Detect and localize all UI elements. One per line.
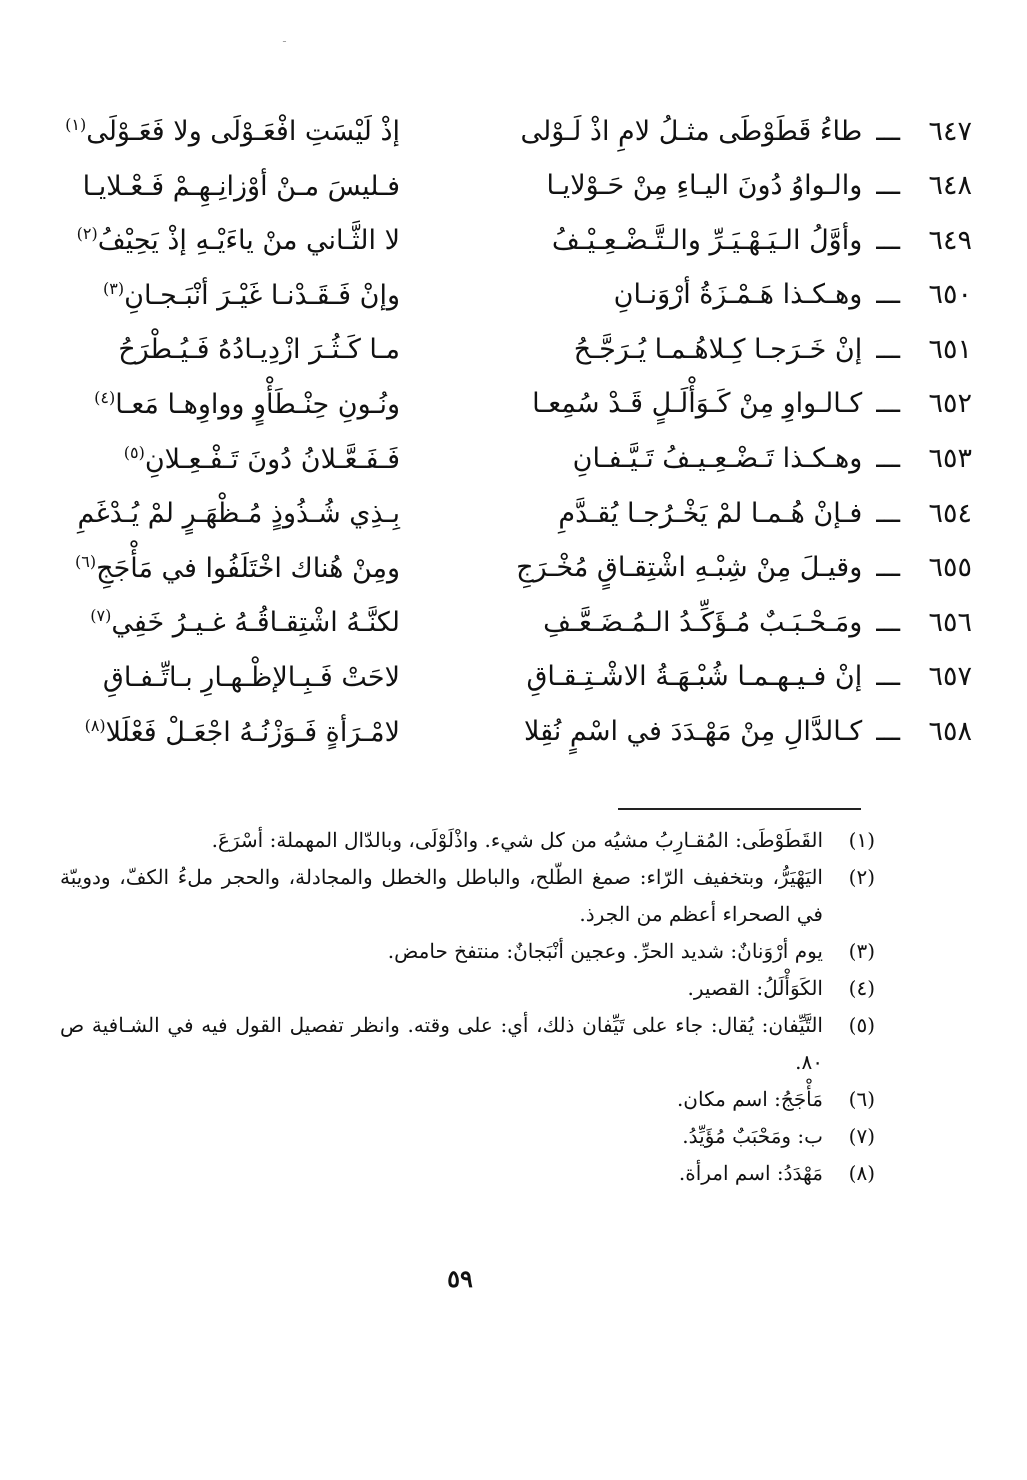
second-hemistich-text: إذْ لَيْسَتِ افْعَـوْلَى ولا فَعَـوْلَى [86, 116, 400, 147]
verse-number: ٦٥١ [928, 333, 972, 365]
verse-number: ٦٤٨ [928, 170, 972, 202]
verse-dash: ـــ [876, 716, 900, 748]
verse-dash: ـــ [876, 115, 900, 147]
second-hemistich [60, 268, 400, 322]
footnote-text: القَطَوْطَى: المُقـارِبُ مشيُه من كل شيء. واذْلَوْلَى، وبالدّال المهملة: أسْرَعَ. [211, 828, 823, 852]
first-hemistich-text: وقيـلَ مِنْ شِبْـهِ اشْتِقـاقٍ مُخْـرَجِ [516, 552, 863, 584]
footnote-number: (٣) [848, 939, 875, 963]
footnote-ref: (٥) [123, 442, 145, 462]
footnote-text: اليَهْيَرُّ، وبتخفيف الرّاء: صمغ الطّلح، والباطل والخطل والمجادلة، والحجر ملءُ الكفّ، ودويبّة في الصحراء أعظم من الجرذ. [60, 865, 823, 926]
second-hemistich [60, 705, 400, 759]
footnote-item [60, 1118, 875, 1155]
footnote-number: (٦) [848, 1087, 875, 1111]
first-hemistich [540, 213, 972, 267]
second-hemistich [60, 650, 400, 704]
footnotes [60, 822, 875, 1192]
first-hemistich-text: ومَـحْـبَـبٌ مُـؤَكِّـدُ الـمُـضَـعَّـفِ [543, 606, 863, 638]
footnote-ref: (٢) [76, 224, 98, 244]
verse-row [60, 432, 972, 487]
footnote-ref: (٨) [84, 715, 106, 735]
verse-number: ٦٥٧ [928, 661, 972, 693]
first-hemistich [532, 377, 972, 431]
footnote-number: (٨) [848, 1161, 875, 1185]
footnote-item [60, 1155, 875, 1192]
first-hemistich-text: طاءُ قَطَوْطَى مثـلُ لامِ اذْ لَـوْلى [520, 115, 863, 147]
verse-dash: ـــ [876, 497, 900, 529]
first-hemistich-text: كـالـواوِ مِنْ كَـوَأْلَـلٍ قَـدْ سُمِعـا [532, 388, 863, 420]
first-hemistich-text: وهـكـذا هَـمْـزَةُ أرْوَنـانِ [613, 279, 863, 311]
second-hemistich-text: لامْـرَأةٍ فَـوَزْنُـهُ اجْعَـلْ فَعْلَلا [105, 716, 400, 748]
page-number: ٥٩ [447, 1264, 473, 1293]
footnote-item [60, 1007, 875, 1081]
verse-dash: ـــ [876, 224, 900, 256]
second-hemistich-text: ومِنْ هُناك اخْتَلَفُوا في مَأْجَجِ [96, 552, 400, 584]
second-hemistich-text: لكنَّـهُ اشْتِقـاقُـهُ غـيـرُ خَفِي [111, 607, 400, 639]
second-hemistich-text: لاحَتْ فَـبِـالإظْـهـارِ بـاتِّـفـاقِ [102, 661, 400, 693]
second-hemistich [60, 541, 400, 595]
second-hemistich-text: مـا كَـثُـرَ ازْدِيـادُهُ فَـيُـطْرَحُ [118, 334, 400, 366]
verse-dash: ـــ [876, 443, 900, 475]
verse-row [60, 650, 972, 705]
verse-row [60, 322, 972, 377]
footnote-text: ب: ومَحْبَبٌ مُؤَيِّدُ. [682, 1124, 823, 1148]
footnote-item [60, 970, 875, 1007]
second-hemistich-text: بِـذِي شُـذُوذٍ مُـظْهَـرٍ لمْ يُـدْغَمِ [77, 498, 400, 530]
verse-number: ٦٤٩ [928, 224, 972, 256]
first-hemistich-text: وهـكـذا تَـضْـعِـيـفُ تَـيَّـفـانِ [572, 443, 863, 475]
scan-speck: ـ [283, 34, 286, 45]
first-hemistich-text: وأوَّلُ الـيَـهْـيَـرِّ والـتَّـضْـعِـيْـفُ [551, 224, 863, 256]
footnote-text: مَهْدَدُ: اسم امرأة. [678, 1161, 823, 1185]
footnote-number: (٢) [848, 865, 875, 889]
first-hemistich [520, 104, 972, 158]
verse-dash: ـــ [876, 552, 900, 584]
verse-row [60, 541, 972, 596]
first-hemistich [516, 541, 972, 595]
verse-row [60, 268, 972, 323]
first-hemistich [524, 705, 972, 759]
verse-row [60, 213, 972, 268]
footnote-number: (٤) [848, 976, 875, 1000]
second-hemistich [60, 322, 400, 376]
second-hemistich-text: فَـفَـعَّـلانُ دُونَ تَـفْـعِـلانِ [144, 443, 400, 475]
verse-row [60, 486, 972, 541]
verse-number: ٦٤٧ [928, 115, 972, 147]
verse-dash: ـــ [876, 279, 900, 311]
verse-row [60, 705, 972, 760]
footnote-item [60, 1081, 875, 1118]
verse-row [60, 159, 972, 214]
first-hemistich [540, 486, 972, 540]
footnote-separator [618, 808, 861, 810]
footnote-number: (١) [848, 828, 875, 852]
verse-number: ٦٥٢ [928, 388, 972, 420]
footnote-item [60, 933, 875, 970]
footnote-number: (٥) [848, 1013, 875, 1037]
first-hemistich [540, 159, 972, 213]
verse-row [60, 104, 972, 159]
footnote-ref: (٤) [94, 387, 116, 407]
verse-dash: ـــ [876, 606, 900, 638]
verse-number: ٦٥٨ [928, 716, 972, 748]
second-hemistich [60, 104, 400, 158]
first-hemistich-text: إنْ خَـرَجـا كِـلاهُـمـا يُـرَجَّـحُ [573, 333, 863, 365]
footnote-item [60, 859, 875, 933]
footnote-text: التَّيِّفان: يُقال: جاء على تَيِّفان ذلك، أي: على وقته. وانظر تفصيل القول فيه في الشـافية ص ٨٠. [60, 1013, 823, 1074]
first-hemistich [526, 650, 972, 704]
footnote-ref: (٣) [103, 278, 125, 298]
second-hemistich [60, 159, 400, 213]
verse-list [60, 104, 972, 759]
footnote-item [60, 822, 875, 859]
second-hemistich [60, 213, 400, 267]
second-hemistich [60, 377, 400, 431]
first-hemistich-text: فـإنْ هُـمـا لمْ يَخْـرُجـا يُقـدَّمِ [558, 497, 863, 529]
first-hemistich [540, 268, 972, 322]
footnote-text: يوم أرْوَنانٌ: شديد الحرِّ. وعجين أنْبَجانٌ: منتفخ حامض. [387, 939, 823, 963]
verse-dash: ـــ [876, 170, 900, 202]
second-hemistich-text: لا الثَّـاني منْ ياءَيْـهِ إذْ يَحِيْفُ [97, 225, 400, 257]
verse-number: ٦٥٣ [928, 443, 972, 475]
verse-dash: ـــ [876, 661, 900, 693]
second-hemistich [60, 486, 400, 540]
first-hemistich [540, 322, 972, 376]
first-hemistich-text: كـالدَّالِ مِنْ مَهْـدَدَ في اسْمٍ نُقِلا [524, 716, 863, 748]
verse-row [60, 595, 972, 650]
verse-dash: ـــ [876, 333, 900, 365]
first-hemistich [540, 432, 972, 486]
second-hemistich-text: فـليسَ مـنْ أوْزانِـهِـمْ فَـعْـلايـا [82, 170, 400, 202]
verse-number: ٦٥٦ [928, 606, 972, 638]
second-hemistich [60, 432, 400, 486]
second-hemistich [60, 595, 400, 649]
first-hemistich-text: والـواوُ دُونَ اليـاءِ مِنْ حَـوْلايـا [546, 170, 863, 202]
footnote-ref: (١) [65, 115, 87, 134]
footnote-text: مَأْجَجُ: اسم مكان. [676, 1087, 823, 1111]
verse-number: ٦٥٤ [928, 497, 972, 529]
verse-dash: ـــ [876, 388, 900, 420]
footnote-text: الكَوَأْلَلُ: القصير. [687, 976, 823, 1000]
first-hemistich [540, 595, 972, 649]
verse-row [60, 377, 972, 432]
first-hemistich-text: إنْ فـيـهـمـا شُبْـهَـةُ الاشْـتِـقـاقِ [526, 661, 863, 693]
footnote-ref: (٦) [75, 551, 97, 571]
verse-number: ٦٥٠ [928, 279, 972, 311]
verse-number: ٦٥٥ [928, 552, 972, 584]
second-hemistich-text: وإنْ فَـقَـدْنـا غَيْـرَ أنْبَـجـانِ [124, 279, 400, 311]
footnote-ref: (٧) [90, 606, 112, 626]
second-hemistich-text: ونُـونِ حِنْـطَأْوٍ وواوِهـا مَعـا [115, 388, 400, 420]
footnote-number: (٧) [848, 1124, 875, 1148]
